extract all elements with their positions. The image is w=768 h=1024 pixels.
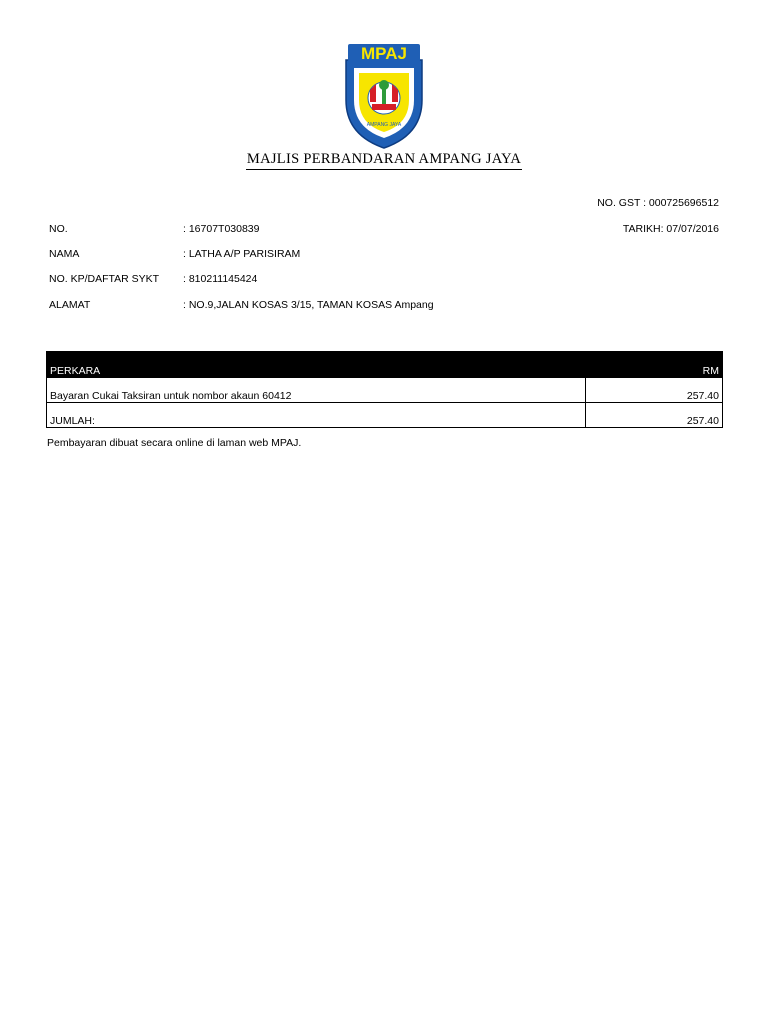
org-name: MAJLIS PERBANDARAN AMPANG JAYA — [246, 151, 522, 170]
receipt-date: TARIKH: 07/07/2016 — [622, 223, 719, 235]
item-amount: 257.40 — [586, 378, 723, 403]
mpaj-logo — [338, 40, 430, 150]
col-header-item: PERKARA — [47, 352, 586, 378]
detail-label-kp: NO. KP/DAFTAR SYKT — [49, 273, 160, 285]
items-table — [46, 351, 723, 428]
table-header-row — [47, 352, 723, 378]
total-label: JUMLAH: — [47, 403, 586, 428]
detail-label-alamat: ALAMAT — [49, 299, 91, 311]
detail-label-no: NO. — [49, 223, 68, 235]
svg-text:MPAJ: MPAJ — [361, 44, 407, 63]
payment-note: Pembayaran dibuat secara online di laman web MPAJ. — [47, 437, 302, 449]
gst-number: NO. GST : 000725696512 — [597, 197, 719, 209]
item-description: Bayaran Cukai Taksiran untuk nombor akaun 60412 — [47, 378, 586, 403]
detail-value-alamat: : NO.9,JALAN KOSAS 3/15, TAMAN KOSAS Ampang — [183, 299, 434, 311]
svg-text:AMPANG JAYA: AMPANG JAYA — [366, 122, 402, 128]
detail-label-nama: NAMA — [49, 248, 80, 260]
detail-value-no: : 16707T030839 — [183, 223, 260, 235]
org-title — [0, 151, 768, 170]
detail-value-kp: : 810211145424 — [183, 273, 258, 285]
detail-value-nama: : LATHA A/P PARISIRAM — [183, 248, 301, 260]
table-row — [47, 378, 723, 403]
total-amount: 257.40 — [586, 403, 723, 428]
col-header-amount: RM — [586, 352, 723, 378]
table-row-total — [47, 403, 723, 428]
